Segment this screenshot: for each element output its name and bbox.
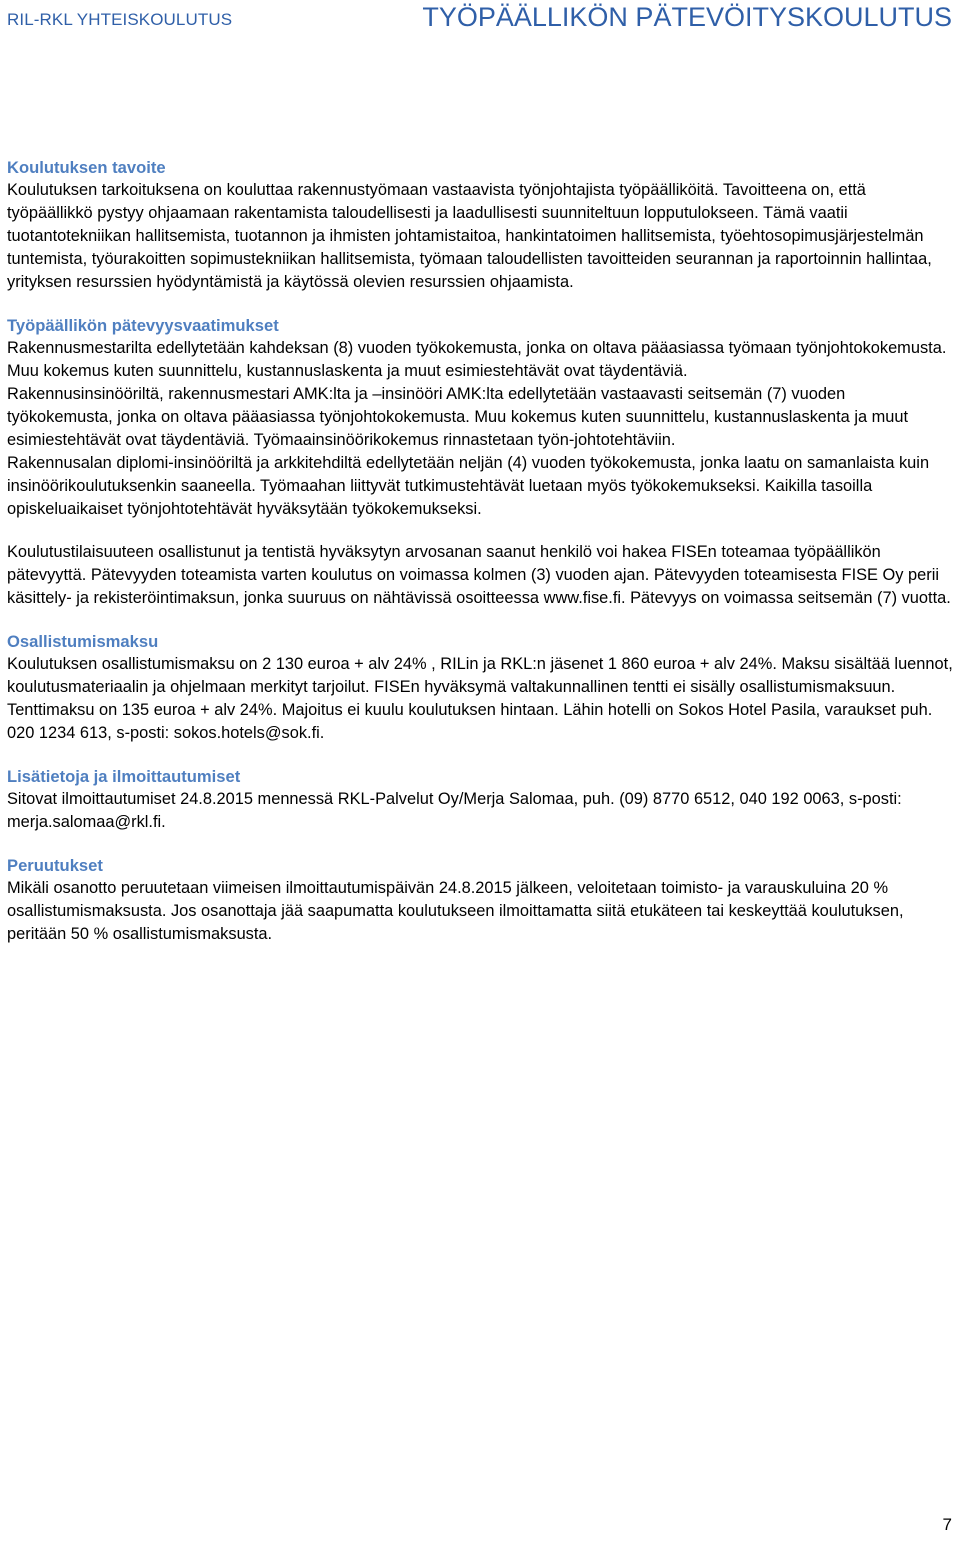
- paragraph: Rakennusmestarilta edellytetään kahdeksan (8) vuoden työkokemusta, jonka on oltava pääasiassa työmaan työnjohtokokemusta. Muu kokemus kuten suunnittelu, kustannuslaskenta ja muut esimiestehtävät ovat täydentäviä.: [7, 339, 947, 380]
- section-osallistumismaksu: [7, 630, 955, 745]
- paragraph: Mikäli osanotto peruutetaan viimeisen ilmoittautumispäivän 24.8.2015 jälkeen, veloitetaan toimisto- ja varauskuluina 20 % osallistumismaksusta. Jos osanottaja jää saapumatta koulutukseen ilmoittamatta siitä etukäteen tai keskeyttää koulutuksen, peritään 50 % osallistumismaksusta.: [7, 879, 904, 943]
- header-right-title: TYÖPÄÄLLIKÖN PÄTEVÖITYSKOULUTUS: [422, 2, 952, 32]
- section-lisatietoja: [7, 765, 955, 834]
- section-heading: Lisätietoja ja ilmoittautumiset: [7, 767, 241, 786]
- section-heading: Koulutuksen tavoite: [7, 158, 166, 177]
- paragraph: Koulutustilaisuuteen osallistunut ja tentistä hyväksytyn arvosanan saanut henkilö voi hakea FISEn toteamaa työpäällikön pätevyyttä. Pätevyyden toteamista varten koulutus on voimassa kolmen (3) vuoden ajan. Pätevyyden toteamisesta FISE Oy perii käsittely- ja rekisteröintimaksun, jonka suuruus on nähtävissä osoitteessa www.fise.fi. Pätevyys on voimassa seitsemän (7) vuotta.: [7, 543, 951, 607]
- section-heading: Työpäällikön pätevyysvaatimukset: [7, 316, 279, 335]
- paragraph: Rakennusinsinööriltä, rakennusmestari AMK:lta ja –insinööri AMK:lta edellytetään vastaavasti seitsemän (7) vuoden työkokemusta, jonka on oltava pääasiassa työnjohtokokemusta. Muu kokemus kuten suunnittelu, kustannuslaskenta ja muut esimiestehtävät ovat täydentäviä. Työmaainsinöörikokemus rinnastetaan työn-johtotehtäviin.: [7, 385, 909, 449]
- paragraph: Rakennusalan diplomi-insinööriltä ja arkkitehdiltä edellytetään neljän (4) vuoden työkokemusta, jonka laatu on samanlaista kuin insinöörikoulutuksenkin saaneella. Työmaahan liittyvät tutkimustehtävät luetaan myös työkokemukseksi. Kaikilla tasoilla opiskeluaikaiset työnjohtotehtävät hyväksytään työkokemukseksi.: [7, 454, 930, 518]
- page-number: 7: [942, 1515, 952, 1534]
- paragraph: Sitovat ilmoittautumiset 24.8.2015 mennessä RKL-Palvelut Oy/Merja Salomaa, puh. (09) 8770 6512, 040 192 0063, s-posti: merja.salomaa@rkl.fi.: [7, 790, 902, 831]
- section-koulutuksen-tavoite: [7, 156, 955, 294]
- paragraph: Koulutuksen osallistumismaksu on 2 130 euroa + alv 24% , RILin ja RKL:n jäsenet 1 860 euroa + alv 24%. Maksu sisältää luennot, koulutusmateriaalin ja ohjelmaan merkityt tarjoilut. FISEn hyväksymä valtakunnallinen tentti ei sisälly osallistumismaksuun. Tenttimaksu on 135 euroa + alv 24%. Majoitus ei kuulu koulutuksen hintaan. Lähin hotelli on Sokos Hotel Pasila, varaukset puh. 020 1234 613, s-posti: sokos.hotels@sok.fi.: [7, 655, 953, 742]
- paragraph: Koulutuksen tarkoituksena on kouluttaa rakennustyömaan vastaavista työnjohtajista työpäälliköitä. Tavoitteena on, että työpäällikkö pystyy ohjaamaan rakentamista taloudellisesti ja laadullisesti suunniteltuun lopputulokseen. Tämä vaatii tuotantotekniikan hallitsemista, tuotannon ja ihmisten johtamistaitoa, hankintatoimen hallitsemista, työehtosopimusjärjestelmän tuntemista, työurakoitten sopimustekniikan hallitsemista, työmaan taloudellisten tavoitteiden seurannan ja raportoinnin hallintaa, yrityksen resurssien hyödyntämistä ja käytössä olevien resurssien ohjaamista.: [7, 181, 932, 291]
- section-patevyysvaatimukset: [7, 314, 955, 610]
- section-peruutukset: [7, 854, 955, 946]
- section-heading: Osallistumismaksu: [7, 632, 159, 651]
- section-heading: Peruutukset: [7, 856, 103, 875]
- document-body: [7, 156, 955, 946]
- header-left-title: RIL-RKL YHTEISKOULUTUS: [7, 10, 233, 29]
